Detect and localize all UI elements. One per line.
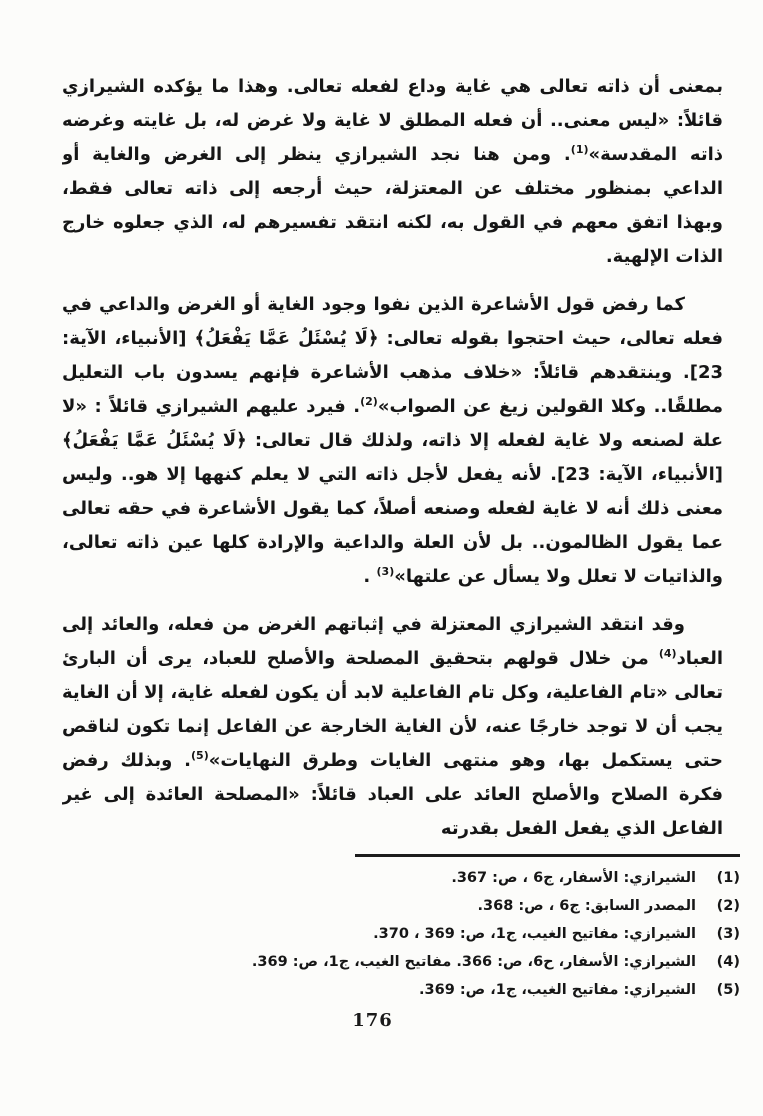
footnote-item bbox=[30, 892, 740, 920]
text-run: . وبذلك رفض فكرة الصلاح والأصلح العائد على العباد قائلاً: «المصلحة العائدة إلى غير الفاعل الذي يفعل الفعل بقدرته bbox=[62, 750, 723, 839]
footnote-number: (4) bbox=[716, 954, 740, 970]
body-text bbox=[62, 70, 723, 852]
footnote-ref: (2) bbox=[360, 395, 378, 408]
footnote-number: (2) bbox=[716, 898, 740, 914]
text-run: . bbox=[363, 566, 377, 587]
footnote-ref: (5) bbox=[191, 749, 209, 762]
footnote-number: (1) bbox=[716, 870, 740, 886]
footnote-text: الشيرازي: مفاتيح الغيب، ج1، ص: 369 ، 370. bbox=[373, 926, 696, 942]
footnote-item bbox=[30, 948, 740, 976]
footnote-item bbox=[30, 920, 740, 948]
footnote-ref: (4) bbox=[658, 647, 677, 660]
footnote-divider bbox=[355, 854, 740, 857]
footnote-number: (3) bbox=[716, 926, 740, 942]
page-number: 176 bbox=[352, 1010, 393, 1031]
footnotes bbox=[30, 864, 740, 1004]
footnote-item bbox=[30, 976, 740, 1004]
footnote-text: المصدر السابق: ج6 ، ص: 368. bbox=[477, 898, 696, 914]
footnote-text: الشيرازي: الأسفار، ج6 ، ص: 367. bbox=[451, 870, 696, 886]
text-run: . فيرد عليهم الشيرازي قائلاً : «لا علة لصنعه ولا غاية لفعله إلا ذاته، ولذلك قال تعالى: ﴿لَا يُسْئَلُ عَمَّا يَفْعَلُ﴾ [الأنبياء، الآية: 23]. لأنه يفعل لأجل ذاته التي لا يعلم كنهها إلا هو.. وليس معنى ذلك أنه لا غاية لفعله وصنعه أصلاً، كما يقول الأشاعرة في حقه تعالى عما يقول الظالمون.. بل لأن العلة والداعية والإرادة كلها عين ذاته تعالى، والذاتيات لا تعلل ولا يسأل عن علتها» bbox=[62, 396, 723, 587]
footnote-item bbox=[30, 864, 740, 892]
footnote-text: الشيرازي: الأسفار، ح6، ص: 366. مفاتيح الغيب، ج1، ص: 369. bbox=[251, 954, 696, 970]
paragraph bbox=[62, 70, 723, 274]
footnote-ref: (1) bbox=[570, 143, 589, 156]
text-run: وقد انتقد الشيرازي المعتزلة في إثباتهم الغرض من فعله، والعائد إلى العباد bbox=[62, 614, 723, 669]
footnote-ref: (3) bbox=[376, 565, 395, 578]
paragraph bbox=[62, 608, 723, 846]
text-run: . ومن هنا نجد الشيرازي ينظر إلى الغرض والغاية أو الداعي بمنظور مختلف عن المعتزلة، حيث أرجعه إلى ذاته تعالى فقط، وبهذا اتفق معهم في القول به، لكنه انتقد تفسيرهم له، الذي جعلوه خارج الذات الإلهية. bbox=[62, 144, 723, 267]
text-run: كما رفض قول الأشاعرة الذين نفوا وجود الغاية أو الغرض والداعي في فعله تعالى، حيث احتجوا بقوله تعالى: ﴿لَا يُسْئَلُ عَمَّا يَفْعَلُ﴾ [الأنبياء، الآية: 23]. وينتقدهم قائلاً: «خلاف مذهب الأشاعرة فإنهم يسدون باب التعليل مطلقًا.. وكلا القولين زيغ عن الصواب» bbox=[62, 294, 723, 417]
footnote-number: (5) bbox=[716, 982, 740, 998]
text-run: بمعنى أن ذاته تعالى هي غاية وداع لفعله تعالى. وهذا ما يؤكده الشيرازي قائلاً: «ليس معنى.. أن فعله المطلق لا غاية ولا غرض له، بل غايته وغرضه ذاته المقدسة» bbox=[62, 76, 723, 165]
footnote-text: الشيرازي: مفاتيح الغيب، ج1، ص: 369. bbox=[419, 982, 696, 998]
text-run: من خلال قولهم بتحقيق المصلحة والأصلح للعباد، يرى أن البارئ تعالى «تام الفاعلية، وكل تام الفاعلية لابد أن يكون لفعله غاية، إلا أن الغاية يجب أن لا توجد خارجًا عنه، لأن الغاية الخارجة عن الفاعل إنما تكون لناقص حتى يستكمل بها، وهو منتهى الغايات وطرق النهايات» bbox=[62, 648, 723, 771]
paragraph bbox=[62, 288, 723, 594]
